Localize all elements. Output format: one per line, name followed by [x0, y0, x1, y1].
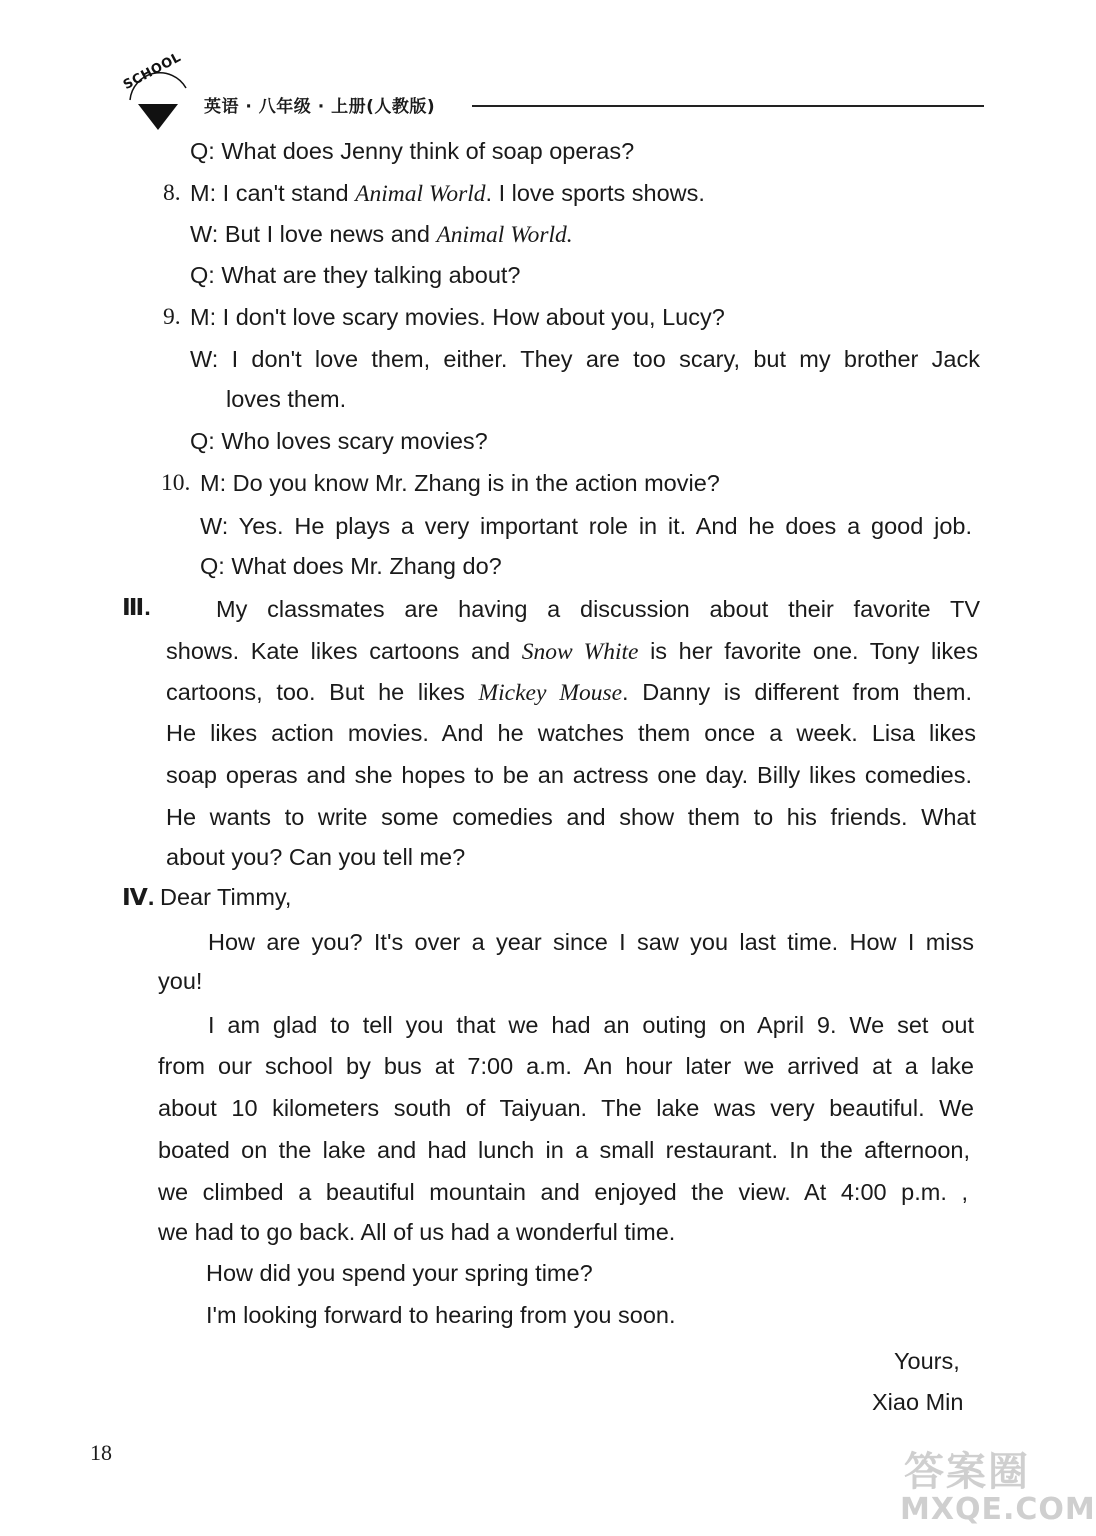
- letter-p2-line-4: boated on the lake and had lunch in a small restaurant. In the afternoon,: [158, 1137, 970, 1163]
- letter-p2-line-3: about 10 kilometers south of Taiyuan. The lake was very beautiful. We: [158, 1095, 974, 1121]
- dialog-8-number: 8.: [163, 180, 181, 206]
- section-3-line-4: He likes action movies. And he watches them once a week. Lisa likes: [166, 720, 976, 746]
- watermark-url: MXQE.COM: [900, 1492, 1096, 1527]
- section-4-numeral: Ⅳ.: [122, 884, 155, 910]
- letter-p1-line-2: you!: [158, 968, 203, 994]
- dialog-8-woman: W: But I love news and Animal World.: [190, 221, 573, 248]
- dialog-10-man: M: Do you know Mr. Zhang is in the action movie?: [200, 470, 720, 496]
- dialog-10-number: 10.: [161, 470, 191, 496]
- dialog-7-question: Q: What does Jenny think of soap operas?: [190, 138, 635, 164]
- logo-text: SCHOOL: [120, 50, 184, 93]
- dialog-9-number: 9.: [163, 304, 181, 330]
- letter-p2-line-5: we climbed a beautiful mountain and enjoyed the view. At 4:00 p.m. ,: [158, 1179, 968, 1205]
- dialog-10-question: Q: What does Mr. Zhang do?: [200, 553, 502, 579]
- section-3-numeral: Ⅲ.: [122, 594, 151, 620]
- letter-closing: Yours,: [894, 1348, 960, 1374]
- section-3-line-7: about you? Can you tell me?: [166, 844, 466, 870]
- dialog-9-woman-line2: loves them.: [226, 386, 347, 412]
- section-3-line-3: cartoons, too. But he likes Mickey Mouse. Danny is different from them.: [166, 679, 972, 706]
- section-3-line-2: shows. Kate likes cartoons and Snow White is her favorite one. Tony likes: [166, 638, 978, 665]
- letter-p2-line-1: I am glad to tell you that we had an outing on April 9. We set out: [208, 1012, 974, 1038]
- section-3-line-6: He wants to write some comedies and show them to his friends. What: [166, 804, 976, 830]
- letter-signature: Xiao Min: [872, 1389, 964, 1415]
- watermark-chinese: 答案圈: [904, 1449, 1030, 1495]
- section-3-line-1: My classmates are having a discussion about their favorite TV: [216, 596, 980, 622]
- dialog-9-woman-line1: W: I don't love them, either. They are too scary, but my brother Jack: [190, 346, 980, 372]
- school-logo: [120, 50, 194, 136]
- dialog-9-man: M: I don't love scary movies. How about you, Lucy?: [190, 304, 725, 330]
- letter-p4: I'm looking forward to hearing from you soon.: [206, 1302, 676, 1328]
- dialog-10-woman: W: Yes. He plays a very important role in it. And he does a good job.: [200, 513, 972, 539]
- letter-p3: How did you spend your spring time?: [206, 1260, 593, 1286]
- dialog-8-question: Q: What are they talking about?: [190, 262, 521, 288]
- letter-p2-line-6: we had to go back. All of us had a wonderful time.: [158, 1219, 676, 1245]
- letter-greeting: Dear Timmy,: [160, 884, 292, 910]
- dialog-9-question: Q: Who loves scary movies?: [190, 428, 488, 454]
- header-title: 英语 · 八年级 · 上册(人教版): [204, 97, 436, 117]
- dialog-8-man: M: I can't stand Animal World. I love sports shows.: [190, 180, 705, 207]
- letter-p1-line-1: How are you? It's over a year since I saw you last time. How I miss: [208, 929, 974, 955]
- letter-p2-line-2: from our school by bus at 7:00 a.m. An hour later we arrived at a lake: [158, 1053, 974, 1079]
- section-3-line-5: soap operas and she hopes to be an actress one day. Billy likes comedies.: [166, 762, 972, 788]
- watermark: [900, 1440, 1096, 1530]
- header-rule: [472, 105, 984, 107]
- page-number: 18: [90, 1440, 112, 1465]
